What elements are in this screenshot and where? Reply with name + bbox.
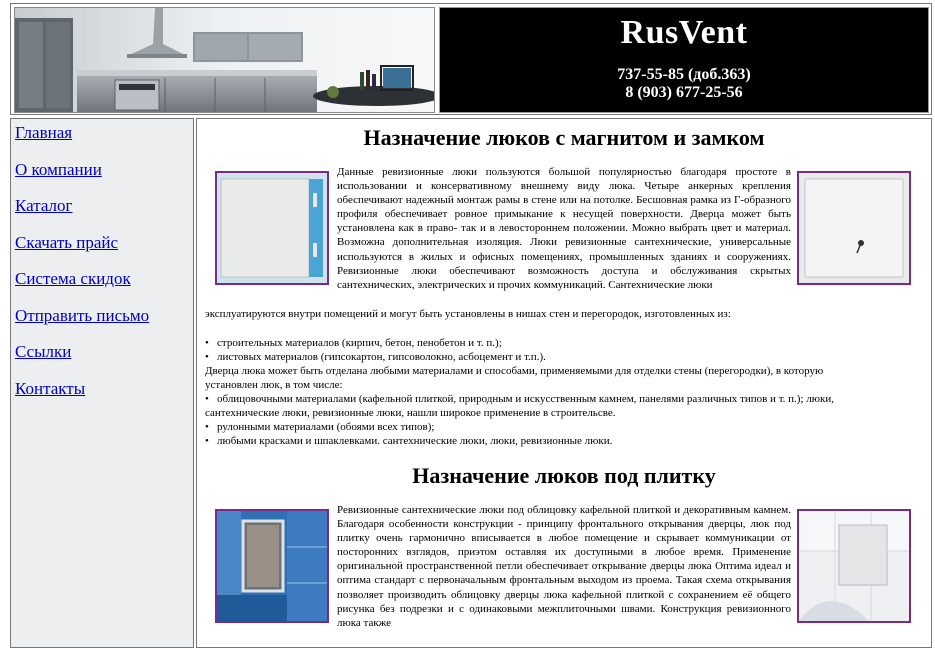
header	[10, 3, 932, 115]
phone-primary: 737-55-85 (доб.363)	[617, 66, 751, 83]
section1-intro-text: Данные ревизионные люки пользуются большой популярностью благодаря простоте в использовании и консервативному внешнему виду люка. Четыре анкерных крепления обеспечивают надежный монтаж рамы в стене или на потолке. Бесшовная рамка из Г-образного профиля обеспечивает ровное примыкание к несущей поверхности. Дверца может быть установлена как в право- так и в левостороннем положении. Можно выбрать цвет и материал. Возможна дополнительная изоляция. Люки ревизионные сантехнические, универсальные используются в жилых и офисных помещениях, промышленных зданиях и сооружениях. Ревизионные люки обеспечивают возможность доступа и обслуживания скрытых сантехнических, электрических и прочих коммуникаций. Сантехнические люки	[337, 166, 791, 291]
section1-lists	[205, 336, 925, 448]
kitchen-photo	[14, 7, 435, 113]
section1-materials-intro: эксплуатируются внутри помещений и могут быть установлены в нишах стен и перегородок, изготовленных из:	[205, 308, 731, 320]
hatch-image-with-lock	[799, 173, 909, 283]
site-header-panel	[439, 7, 929, 113]
main-content	[196, 118, 932, 648]
section-title-tile-hatches: Назначение люков под плитку	[412, 463, 716, 488]
nav-link-links[interactable]: Ссылки	[15, 342, 72, 361]
tile-hatch-photo-right	[797, 509, 911, 623]
sidebar-nav	[10, 118, 194, 648]
nav-link-discounts[interactable]: Система скидок	[15, 269, 131, 288]
nav-link-about[interactable]: О компании	[15, 159, 102, 179]
finish-line-2: установлен люк, в том числе:	[205, 379, 343, 391]
nav-link-catalog[interactable]: Каталог	[15, 196, 73, 215]
list-item: • облицовочными материалами (кафельной плиткой, природным и искусственным камнем, панелями различных типов и т. п.); люки,	[205, 393, 834, 405]
continuation-line: сантехнические люки, ревизионные люки, нашли широкое применение в строительсве.	[205, 407, 616, 419]
hatch-image-blue-frame	[217, 173, 327, 283]
list-item: • строительных материалов (кирпич, бетон, пенобетон и т. п.);	[205, 337, 502, 349]
nav-link-home[interactable]: Главная	[15, 123, 73, 142]
hatch-photo-right	[797, 171, 911, 285]
kitchen-illustration	[15, 8, 434, 112]
nav-link-contacts[interactable]: Контакты	[15, 378, 86, 398]
tile-hatch-image-blue	[217, 511, 327, 621]
finish-line-1: Дверца люка может быть отделана любыми материалами и способами, применяемыми для отделки стены (перегородки), в которую	[205, 365, 824, 377]
section2-text: Ревизионные сантехнические люки под облицовку кафельной плиткой и декоративным камнем. Благодаря особенности конструкции - принципу фронтального открывания дверцы, люк под плитку очень гармонично вписывается в любое помещение и скрывает коммуникации от посторонних взглядов, приэтом оставляя их доступными в любое время. Применение оригинальной пространственной петли обеспечивает открывание дверцы люка Оптима идеал и оптима стандарт с первоначальным фронтальным выходом из проема. Такая схема открывания позволяет производить облицовку дверцы люка кафельной плиткой с сохранением её общего рисунка без подрезки и с одинаковыми межплиточными швами. Конструкция ревизионного люка также	[337, 504, 791, 629]
tile-hatch-photo-left	[215, 509, 329, 623]
section-title-magnet-lock: Назначение люков с магнитом и замком	[363, 125, 765, 150]
hatch-photo-left	[215, 171, 329, 285]
site-name: RusVent	[620, 14, 748, 51]
phone-mobile: 8 (903) 677-25-56	[625, 84, 743, 101]
tile-hatch-image-white	[799, 511, 909, 621]
list-item: • рулонными материалами (обоями всех типов);	[205, 421, 435, 433]
list-item: • любыми красками и шпаклевками. сантехнические люки, люки, ревизионные люки.	[205, 435, 613, 447]
nav-link-send-letter[interactable]: Отправить письмо	[15, 305, 150, 325]
list-item: • листовых материалов (гипсокартон, гипсоволокно, асбоцемент и т.п.).	[205, 351, 546, 363]
nav-link-download-price[interactable]: Скачать прайс	[15, 232, 119, 252]
